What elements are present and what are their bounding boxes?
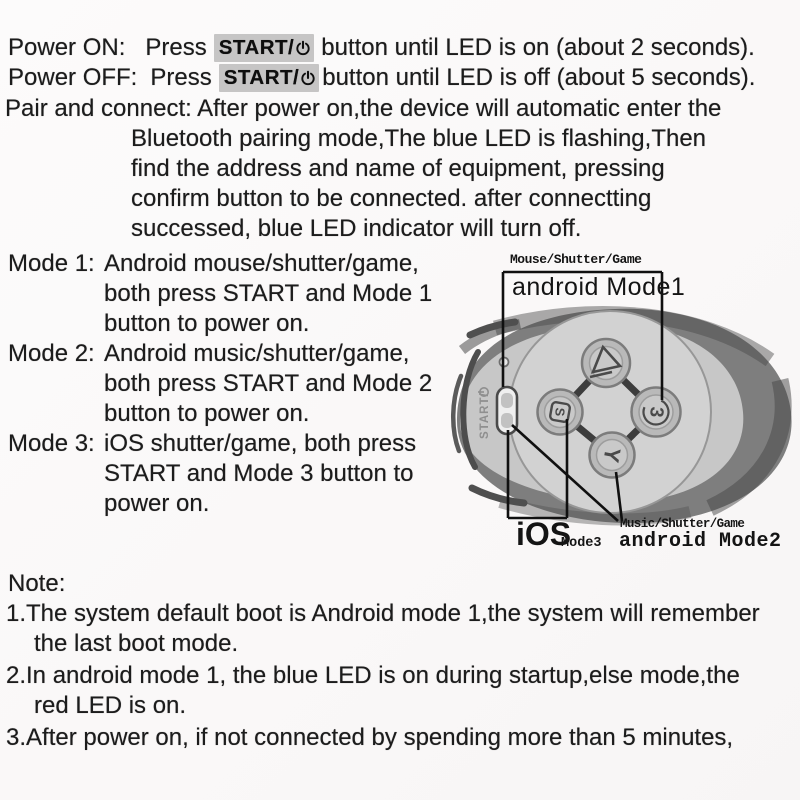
power-on-label: Power ON: bbox=[8, 34, 126, 61]
start-badge-text: START/ bbox=[223, 66, 300, 89]
right-button-glyph: 3 bbox=[645, 405, 667, 419]
label-android-mode1: android Mode1 bbox=[512, 273, 686, 301]
power-off-label: Power OFF: bbox=[8, 64, 138, 91]
note3-line-1: 3.After power on, if not connected by spending more than 5 minutes, bbox=[6, 724, 734, 751]
mode2-line-1: Android music/shutter/game, bbox=[104, 340, 410, 367]
press-word: Press bbox=[150, 64, 212, 91]
mode1-line-2: both press START and Mode 1 bbox=[104, 280, 433, 307]
mode1-label: Mode 1: bbox=[8, 250, 95, 277]
label-android-mode2: android Mode2 bbox=[619, 530, 782, 553]
start-power-badge bbox=[214, 34, 315, 62]
pair-line-3: find the address and name of equipment, pressing bbox=[131, 155, 665, 182]
label-mode3: Mode3 bbox=[561, 536, 602, 551]
mode3-line-1: iOS shutter/game, both press bbox=[104, 430, 417, 457]
label-music-shutter-game: Music/Shutter/Game bbox=[620, 517, 745, 531]
svg-text:START/: START/ bbox=[479, 392, 491, 439]
power-off-line bbox=[8, 64, 755, 92]
remote-diagram bbox=[440, 240, 800, 570]
mode2-label: Mode 2: bbox=[8, 340, 95, 367]
button-bottom-y bbox=[590, 433, 635, 478]
mode3-label: Mode 3: bbox=[8, 430, 95, 457]
power-off-rest: button until LED is off (about 5 seconds). bbox=[322, 64, 756, 91]
note2-line-2: red LED is on. bbox=[34, 692, 187, 719]
note1-line-1: 1.The system default boot is Android mode 1,the system will remember bbox=[6, 600, 760, 627]
press-word: Press bbox=[145, 34, 207, 61]
power-on-rest: button until LED is on (about 2 seconds). bbox=[321, 34, 755, 61]
start-badge-text: START/ bbox=[218, 36, 295, 59]
bottom-button-glyph: Y bbox=[598, 445, 626, 465]
left-button-glyph: S bbox=[552, 407, 568, 417]
note-title: Note: bbox=[8, 570, 66, 597]
pair-line-1: Pair and connect: After power on,the device will automatic enter the bbox=[5, 95, 722, 122]
note2-line-1: 2.In android mode 1, the blue LED is on during startup,else mode,the bbox=[6, 662, 740, 689]
mode2-line-3: button to power on. bbox=[104, 400, 310, 427]
button-right-three bbox=[632, 388, 681, 437]
label-mouse-shutter-game: Mouse/Shutter/Game bbox=[510, 252, 642, 267]
mode3-line-3: power on. bbox=[104, 490, 210, 517]
mode1-line-3: button to power on. bbox=[104, 310, 310, 337]
mode2-line-2: both press START and Mode 2 bbox=[104, 370, 433, 397]
power-icon bbox=[295, 40, 311, 56]
button-top-triangle bbox=[582, 339, 630, 387]
pair-line-4: confirm button to be connected. after connectting bbox=[131, 185, 652, 212]
pair-line-2: Bluetooth pairing mode,The blue LED is flashing,Then bbox=[131, 125, 707, 152]
mode1-line-1: Android mouse/shutter/game, bbox=[104, 250, 419, 277]
label-ios: iOS bbox=[516, 516, 572, 552]
button-left-square bbox=[538, 390, 583, 435]
power-on-line bbox=[8, 34, 755, 62]
pair-line-5: successed, blue LED indicator will turn off. bbox=[131, 215, 582, 242]
note1-line-2: the last boot mode. bbox=[34, 630, 239, 657]
start-power-badge bbox=[219, 64, 320, 92]
side-start-label bbox=[478, 388, 491, 439]
mode3-line-2: START and Mode 3 button to bbox=[104, 460, 414, 487]
power-icon bbox=[300, 70, 316, 86]
